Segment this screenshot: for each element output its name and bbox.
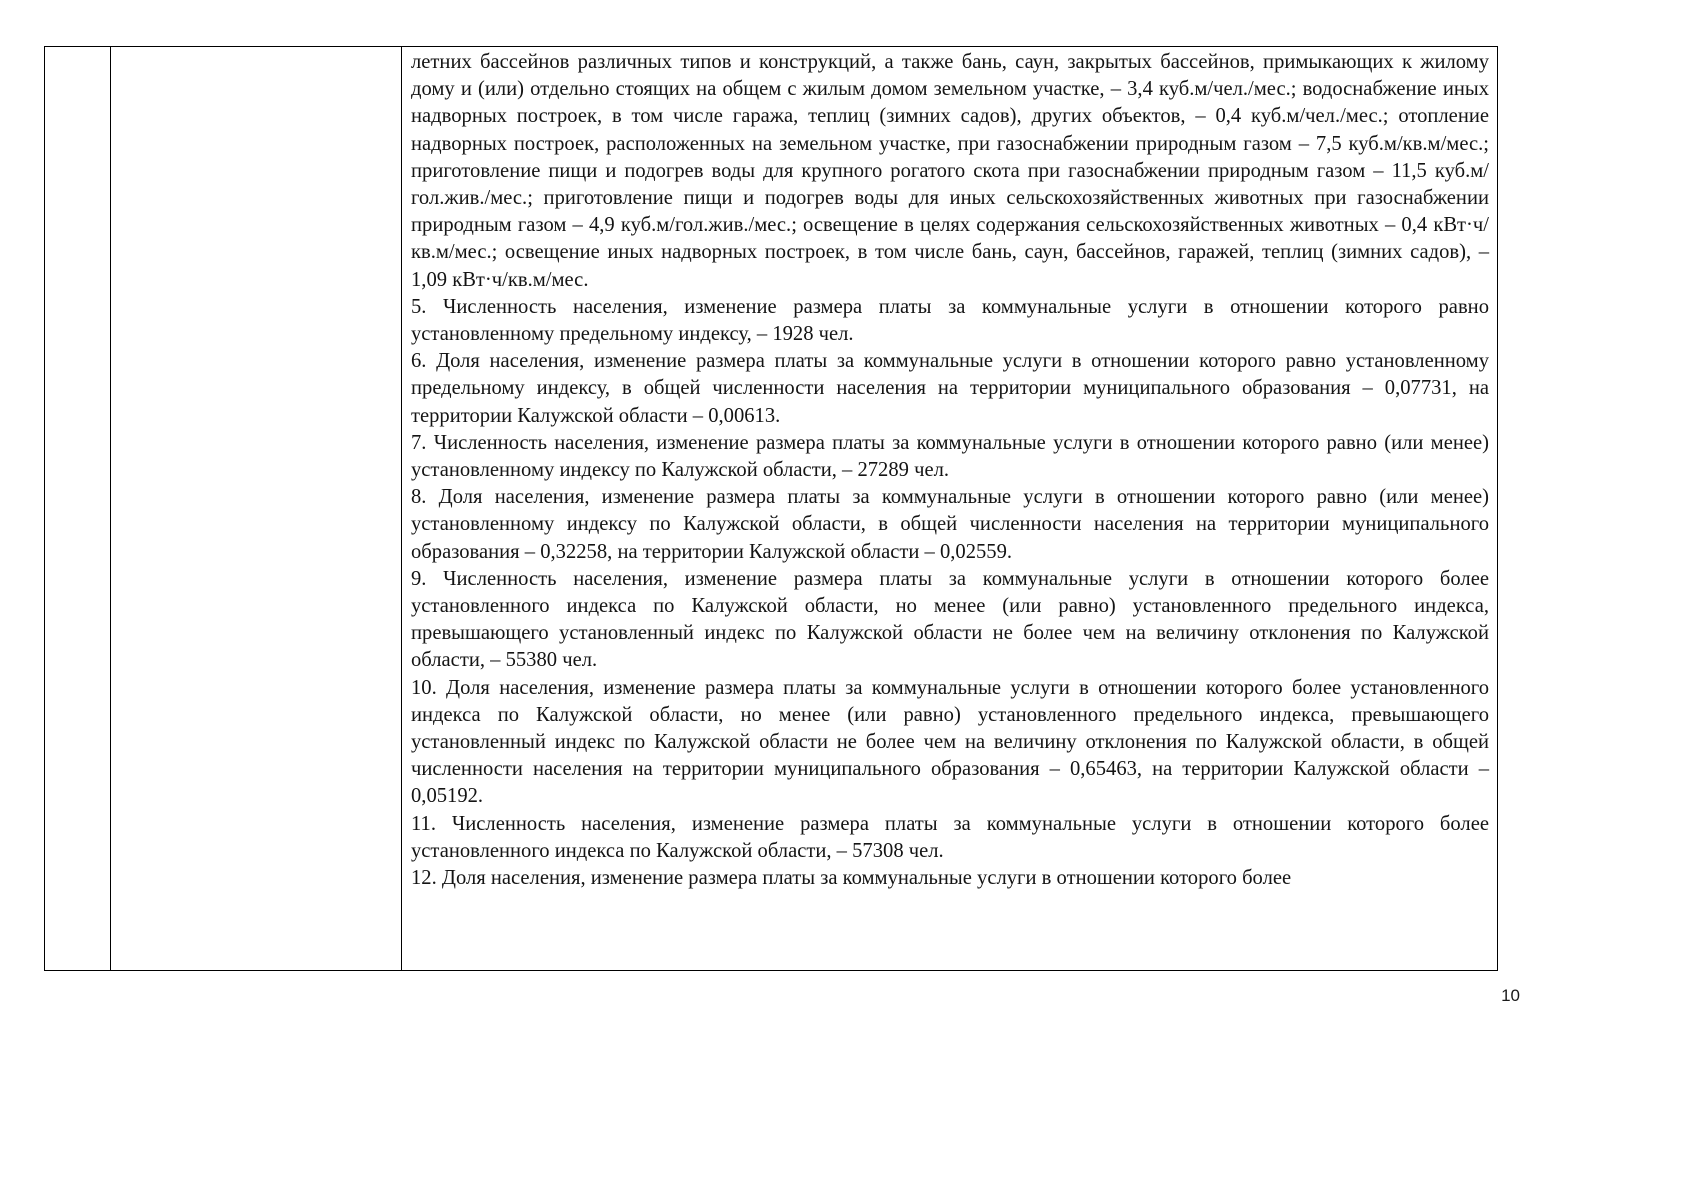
content-table	[44, 46, 1498, 971]
paragraph-item-10: 10. Доля населения, изменение размера платы за коммунальные услуги в отношении которого более установленного индекса по Калужской области, но менее (или равно) установленного предельного индекса, превышающего установленный индекс по Калужской области не более чем на величину отклонения по Калужской области, в общей численности населения на территории муниципального образования – 0,65463, на территории Калужской области – 0,05192.	[411, 676, 1489, 808]
table-column-divider	[110, 47, 111, 970]
paragraph-item-11: 11. Численность населения, изменение размера платы за коммунальные услуги в отношении которого более установленного индекса по Калужской области, – 57308 чел.	[411, 812, 1489, 862]
paragraph-item-12: 12. Доля населения, изменение размера платы за коммунальные услуги в отношении которого более	[411, 867, 1292, 890]
paragraph-item-8: 8. Доля населения, изменение размера платы за коммунальные услуги в отношении которого равно (или менее) установленному индексу по Калужской области, в общей численности населения на территории муниципального образования – 0,32258, на территории Калужской области – 0,02559.	[411, 486, 1489, 563]
paragraph-item-5: 5. Численность населения, изменение размера платы за коммунальные услуги в отношении которого равно установленному предельному индексу, – 1928 чел.	[411, 295, 1489, 346]
page-number: 10	[1501, 986, 1520, 1005]
paragraph-item-7: 7. Численность населения, изменение размера платы за коммунальные услуги в отношении которого равно (или менее) установленному индексу по Калужской области, – 27289 чел.	[411, 431, 1489, 482]
paragraph-item-6: 6. Доля населения, изменение размера платы за коммунальные услуги в отношении которого равно установленному предельному индексу, в общей численности населения на территории муниципального образования – 0,07731, на территории Калужской области – 0,00613.	[411, 350, 1489, 427]
table-cell-text	[411, 49, 1489, 892]
paragraph-continuation: летних бассейнов различных типов и конструкций, а также бань, саун, закрытых бассейнов, примыкающих к жилому дому и (или) отдельно стоящих на общем с жилым домом земельном участке, – 3,4 куб.м/чел./мес.; водоснабжение иных надворных построек, в том числе гаража, теплиц (зимних садов), других объектов, – 0,4 куб.м/чел./мес.; отопление надворных построек, расположенных на земельном участке, при газоснабжении природным газом – 7,5 куб.м/кв.м/мес.; приготовление пищи и подогрев воды для крупного рогатого скота при газоснабжении природным газом – 11,5 куб.м/гол.жив./мес.; приготовление пищи и подогрев воды для иных сельскохозяйственных животных при газоснабжении природным газом – 4,9 куб.м/гол.жив./мес.; освещение в целях содержания сельскохозяйственных животных – 0,4 кВт·ч/кв.м/мес.; освещение иных надворных построек, в том числе бань, саун, бассейнов, гаражей, теплиц (зимних садов), – 1,09 кВт·ч/кв.м/мес.	[411, 51, 1489, 291]
table-column-divider	[401, 47, 402, 970]
paragraph-item-9: 9. Численность населения, изменение размера платы за коммунальные услуги в отношении которого более установленного индекса по Калужской области, но менее (или равно) установленного предельного индекса, превышающего установленный индекс по Калужской области не более чем на величину отклонения по Калужской области, – 55380 чел.	[411, 567, 1489, 672]
